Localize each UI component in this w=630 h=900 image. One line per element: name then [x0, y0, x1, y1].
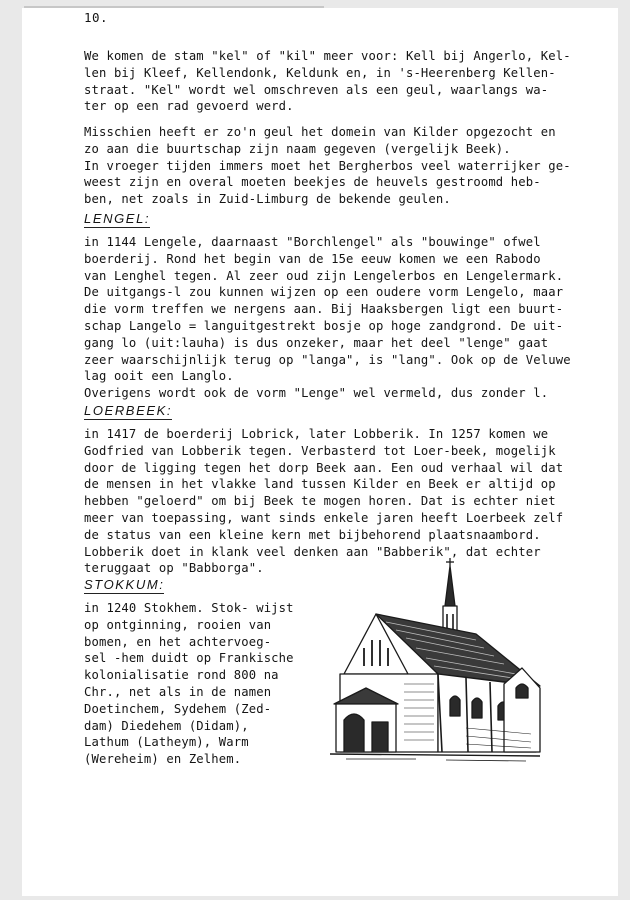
text-line: hebben "geloerd" om bij Beek te mogen horen. Dat is echter niet [84, 494, 556, 509]
text-line: lag ooit een Langlo. [84, 369, 234, 384]
text-line: ter op een rad gevoerd werd. [84, 99, 294, 114]
page-number: 10. [84, 10, 109, 25]
text-line: Lathum (Latheym), Warm [84, 735, 249, 750]
text-line: Lobberik doet in klank veel denken aan "Babberik", dat echter [84, 544, 541, 559]
text-line: ben, net zoals in Zuid-Limburg de bekende geulen. [84, 192, 451, 207]
text-line: in 1144 Lengele, daarnaast "Borchlengel" als "bouwinge" ofwel [84, 235, 541, 249]
text-line: boerderij. Rond het begin van de 15e eeuw komen we een Rabodo [84, 251, 541, 266]
text-line: in 1417 de boerderij Lobrick, later Lobberik. In 1257 komen we [84, 427, 549, 441]
text-line: In vroeger tijden immers moet het Bergherbos veel waterrijker ge- [84, 158, 571, 173]
text-line: dam) Diedehem (Didam), [84, 718, 249, 733]
text-line: We komen de stam "kel" of "kil" meer voor: Kell bij Angerlo, Kel- [84, 49, 571, 63]
text-line: Godfried van Lobberik tegen. Verbasterd tot Loer-beek, mogelijk [84, 443, 556, 458]
top-rule [24, 6, 324, 8]
text-line: Doetinchem, Sydehem (Zed- [84, 701, 272, 716]
text-line: weest zijn en overal moeten beekjes de heuvels gestroomd heb- [84, 175, 541, 190]
text-line: sel -hem duidt op Frankische [84, 651, 294, 666]
text-line: teruggaat op "Babborga". [84, 561, 264, 576]
text-line: len bij Kleef, Kellendonk, Keldunk en, in 's-Heerenberg Kellen- [84, 65, 556, 80]
text-line: die vorm treffen we nergens aan. Bij Haaksbergen ligt een buurt- [84, 302, 564, 317]
text-line: meer van toepassing, want sinds enkele jaren heeft Loerbeek zelf [84, 510, 564, 525]
paragraph-loerbeek [84, 426, 563, 577]
text-line: straat. "Kel" wordt wel omschreven als een geul, waarlangs wa- [84, 82, 549, 97]
text-line: de status van een kleine kern met bijbehorend plaatsnaambord. [84, 527, 541, 542]
heading-stokkum: STOKKUM: [84, 577, 165, 592]
paragraph-kilder [84, 124, 571, 208]
text-line: Misschien heeft er zo'n geul het domein van Kilder opgezocht en [84, 125, 556, 139]
text-line: van Lenghel tegen. Al zeer oud zijn Lengelerbos en Lengelermark. [84, 268, 564, 283]
heading-lengel: LENGEL: [84, 211, 151, 226]
text-line: kolonialisatie rond 800 na [84, 668, 279, 683]
text-line: zo aan die buurtschap zijn naam gegeven (vergelijk Beek). [84, 141, 511, 156]
paragraph-lengel [84, 234, 571, 402]
paragraph-kel [84, 48, 571, 115]
heading-loerbeek: LOERBEEK: [84, 403, 173, 418]
text-line: in 1240 Stokhem. Stok- wijst [84, 601, 294, 615]
text-line: De uitgangs-l zou kunnen wijzen op een oudere vorm Lengelo, maar [84, 285, 564, 300]
text-line: Overigens wordt ook de vorm "Lenge" wel vermeld, dus zonder l. [84, 386, 549, 401]
text-line: op ontginning, rooien van [84, 617, 272, 632]
text-line: bomen, en het achtervoeg- [84, 634, 272, 649]
text-line: (Wereheim) en Zelhem. [84, 752, 242, 767]
church-illustration [326, 556, 544, 770]
text-line: de mensen in het vlakke land tussen Kilder en Beek er altijd op [84, 477, 556, 492]
text-line: zeer waarschijnlijk terug op "langa", is "lang". Ook op de Veluwe [84, 352, 571, 367]
text-line: Chr., net als in de namen [84, 684, 272, 699]
text-line: schap Langelo = languitgestrekt bosje op hoge zandgrond. De uit- [84, 318, 564, 333]
paragraph-stokkum [84, 600, 294, 768]
text-line: door de ligging tegen het dorp Beek aan. Een oud verhaal wil dat [84, 460, 564, 475]
text-line: gang lo (uit:lauha) is dus onzeker, maar het deel "lenge" gaat [84, 335, 549, 350]
